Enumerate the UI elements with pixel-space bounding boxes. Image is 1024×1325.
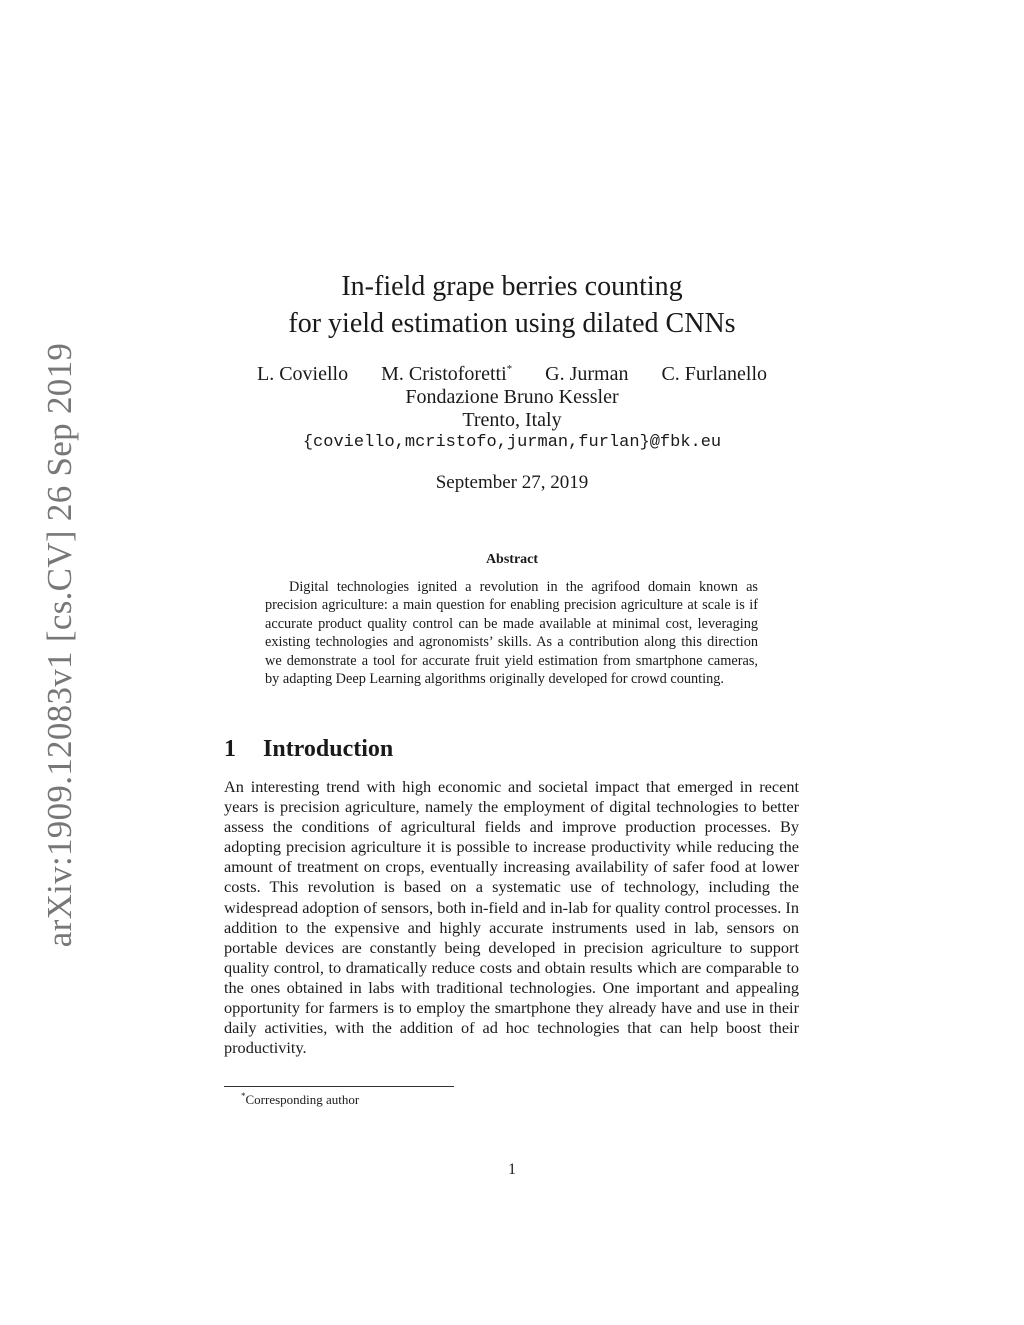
author: M. Cristoforetti* — [381, 363, 513, 385]
abstract-heading: Abstract — [485, 552, 539, 567]
publication-date: September 27, 2019 — [435, 472, 589, 493]
author-list — [0, 363, 1024, 386]
page-number: 1 — [508, 1161, 516, 1178]
author: L. Coviello — [256, 363, 349, 385]
corresponding-author-mark: * — [506, 363, 513, 375]
introduction-paragraph: An interesting trend with high economic and societal impact that emerged in recent years is precision agriculture, namely the employment of digital technologies to better assess the conditions of agricultural fields and improve production processes. By adopting precision agriculture it is possible to increase productivity while reducing the amount of treatment on crops, eventually increasing availability of safer food at lower costs. This revolution is based on a systematic use of technology, including the widespread adoption of sensors, both in-field and in-lab for quality control processes. In addition to the expensive and highly accurate instruments used in lab, sensors on portable devices are constantly being developed in precision agriculture to support quality control, to dramatically reduce costs and obtain results which are comparable to the ones obtained in labs with traditional technologies. One important and appealing opportunity for farmers is to employ the smartphone they already have and use in their daily activities, with the addition of ad hoc technologies that can help boost their productivity. — [224, 777, 799, 1058]
arxiv-stamp: arXiv:1909.12083v1 [cs.CV] 26 Sep 2019 — [40, 342, 79, 948]
section-heading — [224, 736, 393, 763]
author-emails: {coviello,mcristofo,jurman,furlan}@fbk.eu — [302, 433, 722, 452]
title-line-1: In-field grape berries counting — [341, 271, 683, 302]
footnote-mark: * — [241, 1091, 246, 1101]
title-line-2: for yield estimation using dilated CNNs — [288, 308, 736, 339]
section-number: 1 — [224, 736, 236, 762]
affiliation-location: Trento, Italy — [462, 409, 562, 431]
footnote-text: Corresponding author — [245, 1092, 360, 1107]
author: G. Jurman — [545, 363, 629, 385]
paper-title — [0, 268, 1024, 342]
author: C. Furlanello — [661, 363, 768, 385]
footnote — [241, 1091, 359, 1108]
affiliation-institution: Fondazione Bruno Kessler — [405, 386, 619, 408]
footnote-rule — [224, 1086, 454, 1087]
section-title: Introduction — [263, 736, 394, 762]
abstract-text: Digital technologies ignited a revolution in the agrifood domain known as precision agriculture: a main question for enabling precision agriculture at scale is if accurate product quality control can be made available at minimal cost, leveraging existing technologies and agronomists’ skills. As a contribution along this direction we demonstrate a tool for accurate fruit yield estimation from smartphone cameras, by adapting Deep Learning algorithms originally developed for crowd counting. — [265, 579, 758, 688]
